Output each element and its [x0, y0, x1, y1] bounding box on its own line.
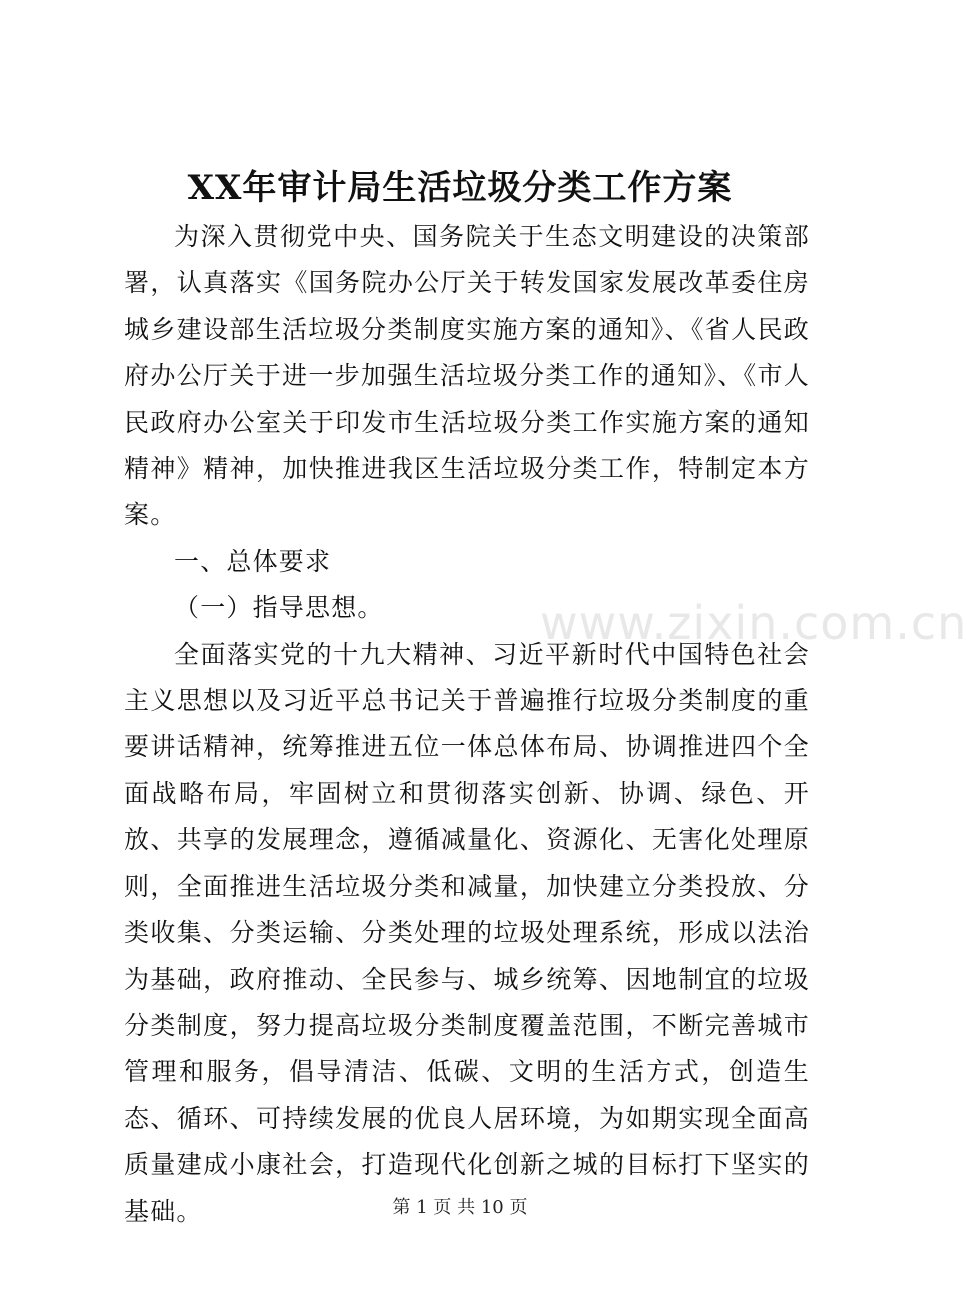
- watermark: www.zixin.com.cn: [540, 596, 967, 650]
- document-body: [124, 214, 810, 1235]
- section-heading-general-requirements: 一、总体要求: [174, 546, 332, 576]
- paragraph-intro: 为深入贯彻党中央、国务院关于生态文明建设的决策部署，认真落实《国务院办公厅关于转发国家发展改革委住房城乡建设部生活垃圾分类制度实施方案的通知》、《省人民政府办公厅关于进一步加强生活垃圾分类工作的通知》、《市人民政府办公室关于印发市生活垃圾分类工作实施方案的通知精神》精神，加快推进我区生活垃圾分类工作，特制定本方案。: [124, 222, 810, 530]
- paragraph-guiding-ideology: 全面落实党的十九大精神、习近平新时代中国特色社会主义思想以及习近平总书记关于普遍推行垃圾分类制度的重要讲话精神，统筹推进五位一体总体布局、协调推进四个全面战略布局，牢固树立和贯彻落实创新、协调、绿色、开放、共享的发展理念，遵循减量化、资源化、无害化处理原则，全面推进生活垃圾分类和减量，加快建立分类投放、分类收集、分类运输、分类处理的垃圾处理系统，形成以法治为基础，政府推动、全民参与、城乡统筹、因地制宜的垃圾分类制度，努力提高垃圾分类制度覆盖范围，不断完善城市管理和服务，倡导清洁、低碳、文明的生活方式，创造生态、循环、可持续发展的优良人居环境，为如期实现全面高质量建成小康社会，打造现代化创新之城的目标打下坚实的基础。: [124, 639, 810, 1226]
- document-title: XX年审计局生活垃圾分类工作方案: [187, 168, 733, 208]
- page-footer: 第 1 页 共 10 页: [392, 1197, 528, 1218]
- subsection-heading-guiding-ideology: （一）指导思想。: [174, 593, 384, 623]
